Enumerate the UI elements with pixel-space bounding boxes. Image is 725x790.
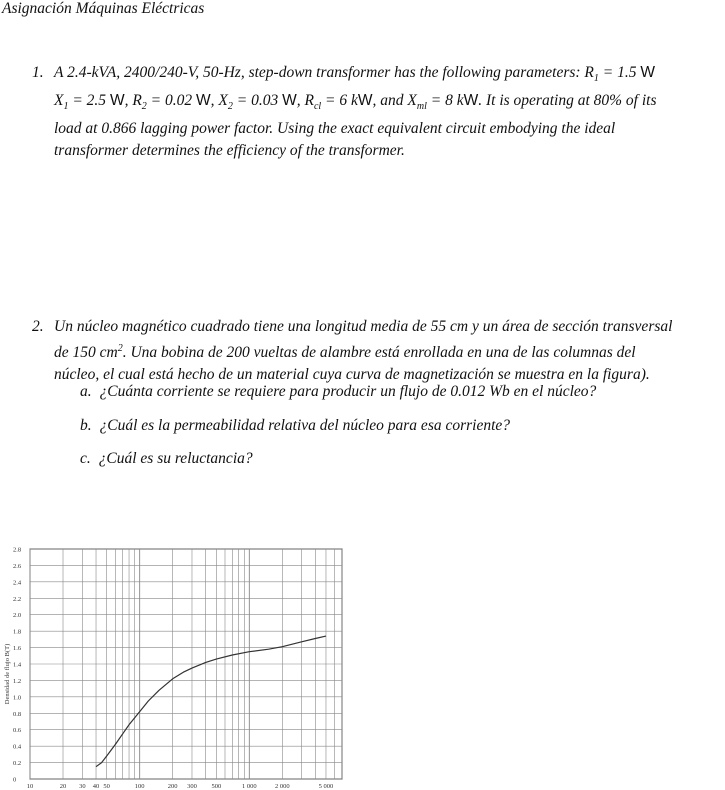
subquestion-text: ¿Cuál es la permeabilidad relativa del núcleo para esa corriente? <box>99 417 511 434</box>
x-tick-label: 20 <box>59 783 67 790</box>
q2-text: núcleo, el cual está hecho de un material cuya curva de magnetización se muestra en la figura). <box>54 366 650 384</box>
subquestion-b <box>80 417 510 435</box>
subquestion-a <box>80 383 596 401</box>
question-2-text <box>32 316 722 386</box>
q1-text: = 8 k <box>426 92 464 110</box>
question-2 <box>32 316 722 386</box>
subquestion-c <box>80 450 253 468</box>
y-tick-label: 0.6 <box>13 727 22 735</box>
q1-sub: 2 <box>227 101 233 113</box>
y-axis-label: Densidad de flujo B(T) <box>4 643 11 705</box>
q1-text: , and X <box>372 92 417 110</box>
ohm-symbol: W <box>640 64 655 81</box>
q2-sup: 2 <box>117 343 123 354</box>
x-tick-label: 30 <box>79 783 86 790</box>
subquestion-letter: c. <box>80 450 91 467</box>
x-tick-label: 40 <box>92 783 100 790</box>
q1-text: X <box>54 92 64 110</box>
q1-text: = 0.02 <box>146 92 197 110</box>
y-tick-label: 2.6 <box>13 562 22 570</box>
q1-text: transformer determines the efficiency of the transformer. <box>54 142 405 160</box>
q1-sub: 1 <box>593 73 599 85</box>
q1-text: = 0.03 <box>232 92 283 110</box>
x-tick-label: 2 000 <box>275 783 290 790</box>
x-tick-label: 100 <box>134 783 145 790</box>
magnetization-curve-line <box>96 636 326 767</box>
y-tick-label: 1.4 <box>13 661 22 669</box>
q1-text-b: = 1.5 <box>598 64 641 81</box>
y-tick-label: 0 <box>13 776 17 784</box>
subquestion-text: ¿Cuánta corriente se requiere para producir un flujo de 0.012 Wb en el núcleo? <box>99 383 597 400</box>
magnetization-curve-chart <box>0 540 360 790</box>
x-tick-label: 300 <box>187 783 197 790</box>
ohm-symbol: W <box>109 92 125 110</box>
y-tick-label: 0.4 <box>13 743 22 751</box>
q2-text: Un núcleo magnético cuadrado tiene una longitud media de 55 cm y un área de sección transversal <box>54 318 673 335</box>
question-1-text <box>32 62 712 162</box>
q1-text: = 6 k <box>321 92 358 110</box>
document-title: Asignación Máquinas Eléctricas <box>2 0 205 17</box>
y-tick-label: 2.8 <box>13 546 22 554</box>
q1-sub: 1 <box>63 101 69 113</box>
q1-text: . It is operating at 80% of its <box>478 92 657 110</box>
q1-text: load at 0.866 lagging power factor. Using the exact equivalent circuit embodying the ideal <box>54 120 616 138</box>
q1-text: , R <box>296 92 314 110</box>
q1-text: = 2.5 <box>68 92 110 110</box>
x-tick-label: 50 <box>103 783 110 790</box>
question-2-number: 2. <box>32 318 44 335</box>
ohm-symbol: W <box>282 92 297 110</box>
y-tick-label: 1.6 <box>13 645 22 653</box>
subquestion-text: ¿Cuál es su reluctancia? <box>98 450 253 467</box>
y-tick-label: 0.2 <box>13 760 22 768</box>
q1-sub: cl <box>313 101 322 113</box>
question-1-number: 1. <box>32 64 44 81</box>
q1-text: , R <box>124 92 142 110</box>
y-tick-label: 1.8 <box>13 628 22 636</box>
x-tick-label: 200 <box>167 783 178 790</box>
subquestion-letter: a. <box>80 383 92 400</box>
y-tick-label: 0.8 <box>13 710 22 718</box>
q1-sub: 2 <box>141 101 147 113</box>
question-1 <box>32 62 712 162</box>
x-tick-label: 1 000 <box>242 783 257 790</box>
q1-text: , X <box>210 92 228 110</box>
ohm-symbol: W <box>196 92 211 110</box>
x-tick-label: 500 <box>211 783 222 790</box>
y-tick-label: 2.2 <box>13 595 22 603</box>
q1-sub: ml <box>416 101 427 113</box>
x-tick-label: 10 <box>26 783 34 790</box>
q2-text: de 150 cm <box>54 344 118 362</box>
y-tick-label: 2.0 <box>13 612 22 620</box>
subquestion-letter: b. <box>80 417 92 434</box>
q1-text-a: A 2.4-kVA, 2400/240-V, 50-Hz, step-down transformer has the following parameters: R <box>54 64 594 81</box>
q2-text: . Una bobina de 200 vueltas de alambre está enrollada en una de las columnas del <box>122 344 636 362</box>
y-tick-label: 1.2 <box>13 677 22 685</box>
x-tick-label: 5 000 <box>318 783 334 790</box>
ohm-symbol: W <box>463 92 479 110</box>
y-tick-label: 2.4 <box>13 579 22 587</box>
y-tick-label: 1.0 <box>13 694 22 702</box>
ohm-symbol: W <box>357 92 373 110</box>
